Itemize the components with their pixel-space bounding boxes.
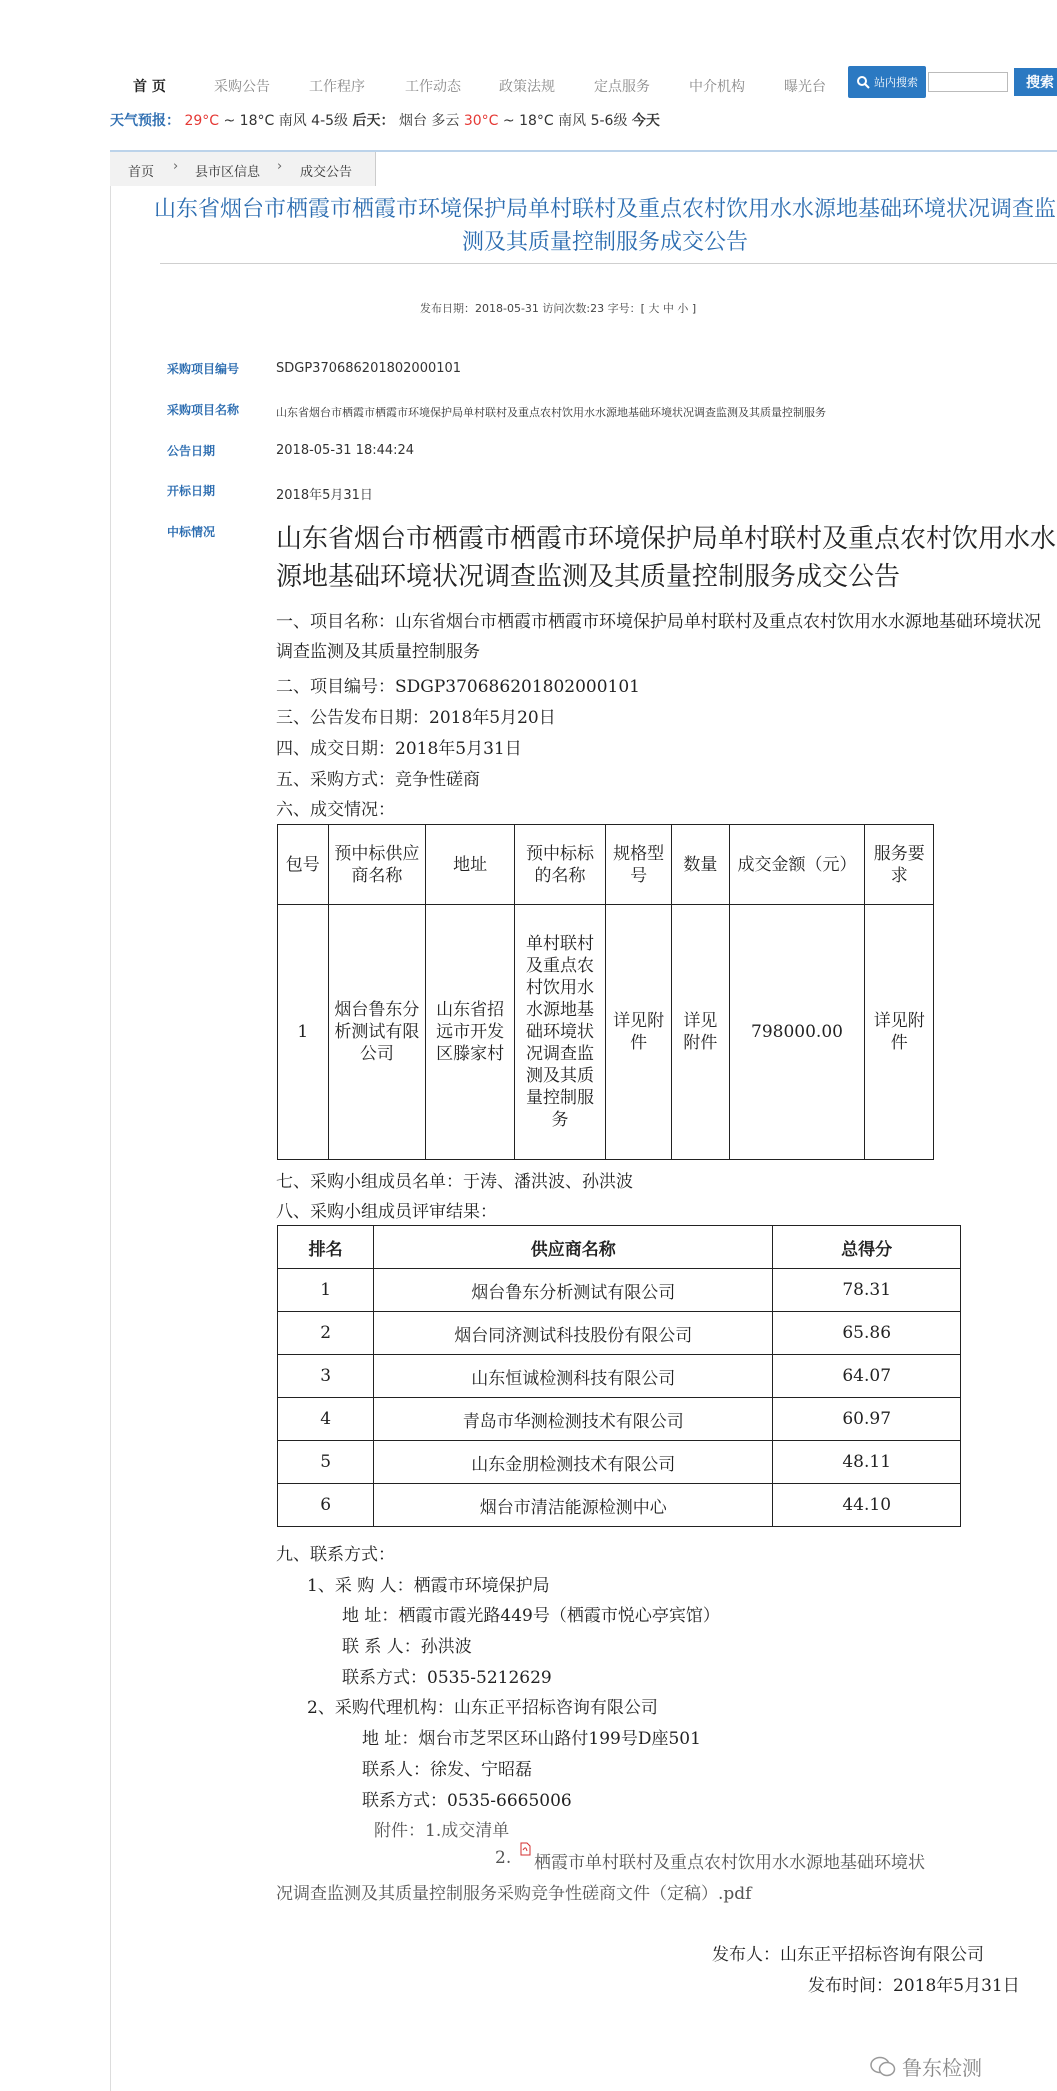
rank-cell: 3: [278, 1355, 374, 1398]
search-icon: [856, 75, 870, 89]
paragraph-contact: 九、联系方式：: [276, 1545, 395, 1565]
breadcrumb-deal-notice[interactable]: 成交公告: [300, 165, 353, 180]
breadcrumb: [110, 150, 1057, 188]
score-cell: 65.86: [773, 1312, 961, 1355]
table-header: 排名: [278, 1226, 374, 1269]
nav-work-news[interactable]: 工作动态: [405, 79, 461, 95]
watermark: [870, 2052, 982, 2081]
table-cell: 山东省招远市开发区滕家村: [426, 905, 515, 1160]
nav-designated-service[interactable]: 定点服务: [594, 79, 650, 95]
table-header: 包号: [278, 825, 329, 905]
contact-agency-person: 联系人：徐发、宁昭磊: [362, 1760, 532, 1780]
rank-cell: 6: [278, 1484, 374, 1527]
chevron-right-icon: ›: [277, 159, 283, 174]
nav-procurement-notice[interactable]: 采购公告: [214, 79, 270, 95]
deal-table: [277, 824, 934, 1160]
score-cell: 48.11: [773, 1441, 961, 1484]
paragraph-deal-date: 四、成交日期：2018年5月31日: [276, 739, 522, 759]
score-cell: 44.10: [773, 1484, 961, 1527]
field-value-project-code: SDGP370686201802000101: [276, 361, 462, 376]
tomorrow-low-wind: ~ 18°C 南风 5-6级: [502, 113, 628, 129]
today-low-wind: ~ 18°C 南风 4-5级: [223, 113, 349, 129]
contact-agency: 2、采购代理机构：山东正平招标咨询有限公司: [307, 1698, 658, 1718]
table-header: 预中标标的名称: [515, 825, 606, 905]
deal-table-header: [278, 825, 934, 905]
weather-forecast: [110, 110, 730, 132]
pdf-icon: [519, 1842, 531, 1856]
search-input[interactable]: [928, 72, 1008, 92]
supplier-cell: 烟台市清洁能源检测中心: [374, 1484, 773, 1527]
table-header: 地址: [426, 825, 515, 905]
attachment-1[interactable]: 附件：1.成交清单: [374, 1821, 510, 1841]
contact-purchaser: 1、采 购 人：栖霞市环境保护局: [307, 1576, 550, 1596]
tomorrow-high-temp: 30°C: [463, 113, 499, 129]
rank-cell: 4: [278, 1398, 374, 1441]
nav-exposure[interactable]: 曝光台: [784, 79, 826, 95]
publish-time: 发布时间：2018年5月31日: [808, 1976, 1020, 1996]
table-header: 供应商名称: [374, 1226, 773, 1269]
search-submit-button[interactable]: 搜索: [1014, 68, 1057, 96]
rank-cell: 5: [278, 1441, 374, 1484]
table-cell: 详见附件: [865, 905, 934, 1160]
attachment-2-link-cont[interactable]: 况调查监测及其质量控制服务采购竞争性磋商文件（定稿）.pdf: [276, 1884, 752, 1904]
table-row: [278, 1484, 961, 1527]
table-header: 服务要求: [865, 825, 934, 905]
score-cell: 64.07: [773, 1355, 961, 1398]
tomorrow-label: 后天：: [352, 113, 395, 129]
table-row: [278, 1398, 961, 1441]
paragraph-notice-date: 三、公告发布日期：2018年5月20日: [276, 708, 556, 728]
table-header: 成交金额（元）: [729, 825, 865, 905]
contact-agency-address: 地 址：烟台市芝罘区环山路付199号D座501: [362, 1729, 701, 1749]
nav-work-procedure[interactable]: 工作程序: [309, 79, 365, 95]
attachment-2-link[interactable]: 栖霞市单村联村及重点农村饮用水水源地基础环境状: [534, 1853, 925, 1873]
table-row: [278, 1355, 961, 1398]
table-row: [278, 905, 934, 1160]
paragraph-project-code: 二、项目编号：SDGP370686201802000101: [276, 677, 640, 697]
nav-policy[interactable]: 政策法规: [499, 79, 555, 95]
contact-agency-phone: 联系方式：0535-6665006: [362, 1791, 572, 1811]
table-cell: 单村联村及重点农村饮用水水源地基础环境状况调查监测及其质量控制服务: [515, 905, 606, 1160]
breadcrumb-county-info[interactable]: 县市区信息: [195, 165, 261, 180]
table-header: 数量: [672, 825, 729, 905]
tomorrow-desc: 烟台 多云: [398, 113, 460, 129]
site-search-label: 站内搜索: [874, 76, 918, 89]
score-table: [277, 1225, 961, 1527]
table-row: [278, 1441, 961, 1484]
supplier-cell: 青岛市华测检测技术有限公司: [374, 1398, 773, 1441]
field-label-project-code: 采购项目编号: [167, 362, 240, 376]
contact-purchaser-phone: 联系方式：0535-5212629: [342, 1668, 552, 1688]
content-border: [110, 186, 111, 2091]
paragraph-review-results: 八、采购小组成员评审结果：: [276, 1202, 497, 1222]
breadcrumb-home[interactable]: 首页: [128, 165, 155, 180]
paragraph-procurement-method: 五、采购方式：竞争性磋商: [276, 770, 480, 790]
table-header: 预中标供应商名称: [328, 825, 426, 905]
publish-info: 发布日期：2018-05-31 访问次数:23 字号：[ 大 中 小 ]: [420, 302, 697, 315]
table-cell: 详见附件: [672, 905, 729, 1160]
table-cell: 1: [278, 905, 329, 1160]
field-label-project-name: 采购项目名称: [167, 403, 240, 417]
field-label-notice-date: 公告日期: [167, 444, 216, 458]
supplier-cell: 烟台同济测试科技股份有限公司: [374, 1312, 773, 1355]
supplier-cell: 山东金朋检测技术有限公司: [374, 1441, 773, 1484]
rank-cell: 2: [278, 1312, 374, 1355]
paragraph-deal-status: 六、成交情况：: [276, 800, 395, 820]
rank-cell: 1: [278, 1269, 374, 1312]
watermark-text: 鲁东检测: [902, 2056, 982, 2080]
paragraph-panel-members: 七、采购小组成员名单：于涛、潘洪波、孙洪波: [276, 1172, 633, 1192]
nav-home[interactable]: 首 页: [133, 79, 166, 95]
today-tag: 今天: [631, 113, 660, 129]
attachment-2-number: 2.: [495, 1848, 512, 1868]
title-divider: [160, 263, 1057, 264]
paragraph-project-name: 一、项目名称：山东省烟台市栖霞市栖霞市环境保护局单村联村及重点农村饮用水水源地基础环境状况调查监测及其质量控制服务: [276, 612, 1041, 662]
field-value-project-name: 山东省烟台市栖霞市栖霞市环境保护局单村联村及重点农村饮用水水源地基础环境状况调查监测及其质量控制服务: [276, 406, 826, 419]
site-search-button[interactable]: [848, 66, 926, 98]
page-title: 山东省烟台市栖霞市栖霞市环境保护局单村联村及重点农村饮用水水源地基础环境状况调查监测及其质量控制服务成交公告: [153, 197, 1056, 255]
chevron-right-icon: ›: [173, 159, 179, 174]
table-cell: 烟台鲁东分析测试有限公司: [328, 905, 426, 1160]
field-value-notice-date: 2018-05-31 18:44:24: [276, 443, 415, 458]
table-cell: 详见附件: [605, 905, 671, 1160]
contact-purchaser-person: 联 系 人：孙洪波: [342, 1637, 472, 1657]
nav-agencies[interactable]: 中介机构: [689, 79, 745, 95]
today-high-temp: 29°C: [184, 113, 220, 129]
table-header: 总得分: [773, 1226, 961, 1269]
contact-purchaser-address: 地 址：栖霞市霞光路449号（栖霞市悦心亭宾馆）: [342, 1606, 720, 1626]
publisher: 发布人：山东正平招标咨询有限公司: [712, 1945, 984, 1965]
field-value-bid-open-date: 2018年5月31日: [276, 488, 373, 503]
table-cell: 798000.00: [729, 905, 865, 1160]
table-row: [278, 1312, 961, 1355]
table-row: [278, 1269, 961, 1312]
weather-label: 天气预报：: [110, 113, 180, 129]
score-cell: 60.97: [773, 1398, 961, 1441]
supplier-cell: 山东恒诚检测科技有限公司: [374, 1355, 773, 1398]
supplier-cell: 烟台鲁东分析测试有限公司: [374, 1269, 773, 1312]
content-title: 山东省烟台市栖霞市栖霞市环境保护局单村联村及重点农村饮用水水源地基础环境状况调查监测及其质量控制服务成交公告: [276, 524, 1057, 592]
score-cell: 78.31: [773, 1269, 961, 1312]
field-label-bid-open-date: 开标日期: [167, 484, 216, 498]
field-label-award-status: 中标情况: [167, 525, 216, 539]
table-header: 规格型号: [605, 825, 671, 905]
score-table-header: [278, 1226, 961, 1269]
wechat-icon: [870, 2056, 896, 2078]
